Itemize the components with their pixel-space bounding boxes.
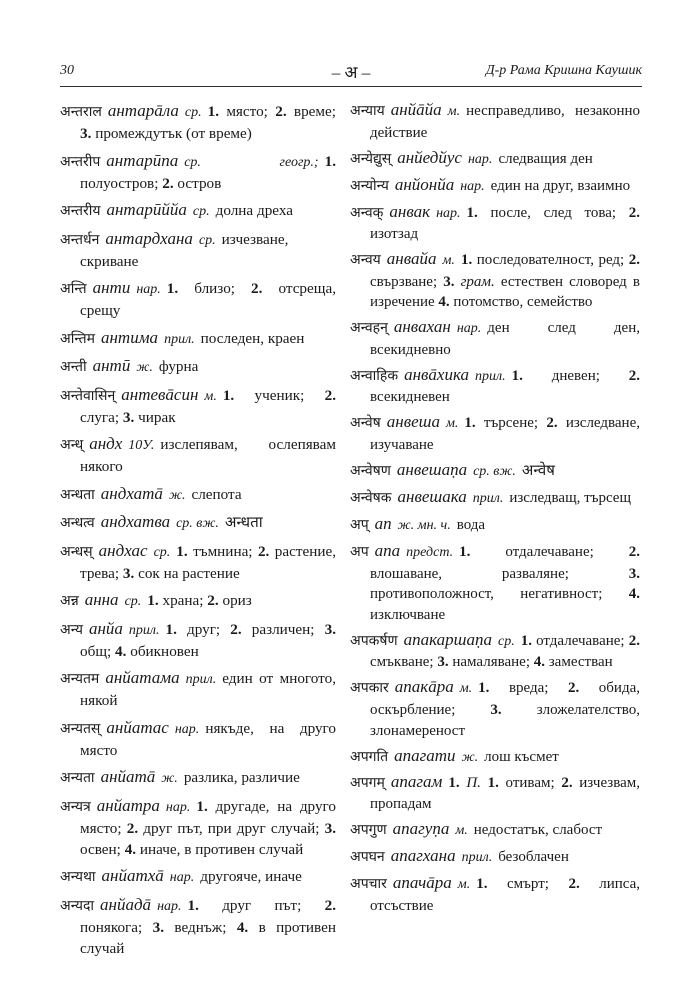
entry-transliteration: анна [84,590,119,610]
entry-headword: अपकार [350,680,389,697]
entry-headword: अन्तिम [60,330,95,347]
entry-headword: अन्ति [60,281,87,298]
entry-transliteration: анвахан [393,317,451,337]
entry-definition: 1. отдалечаване; 2. влошаване, разваляне; 3. противоположност, негативност; 4. изключване [370,543,640,623]
entry-grammar: нар. [169,870,195,886]
entry-grammar: ср. [124,594,142,610]
entry-definition: слепота [191,485,242,503]
entry-grammar: м. [459,681,473,697]
entry-definition: अन्धता [224,514,263,532]
entry-headword: अन्वाहिक [350,367,399,384]
entry-definition: 1. друг; 2. различен; 3. общ; 4. обикновен [80,620,336,660]
entry-transliteration: анйа [88,618,123,638]
entry-transliteration: апагхана [390,846,456,866]
entry-transliteration: анйатас [106,717,169,737]
entry-definition: 1. смърт; 2. липса, отсъствие [370,876,640,914]
entry-transliteration: антӣ [92,356,131,376]
entry-grammar: м. [445,416,459,432]
entry-definition: лош късмет [484,748,559,765]
entry-grammar: 10У. [128,438,155,454]
right-column [350,100,640,921]
entry-transliteration: анйатра [96,795,160,815]
entry-headword: अन्तराल [60,104,102,120]
entry-grammar: прил. [461,850,493,866]
entry-headword: अन्ती [60,359,87,376]
entry-definition: изслепявам, ослепявам някого [80,436,336,476]
entry-headword: अन्वेषक [350,490,392,507]
dictionary-entry [60,865,336,888]
dictionary-entry [350,249,640,313]
dictionary-entry [350,846,640,869]
dictionary-entry [60,384,336,428]
entry-grammar: ср. [192,204,210,220]
entry-definition: 1. после, след това; 2. изотзад [370,204,640,243]
entry-headword: अन्वेष [350,415,381,432]
entry-grammar: ж. [136,360,153,376]
dictionary-entry [60,228,336,272]
entry-transliteration: апагати [394,745,456,765]
entry-transliteration: апагуṇа [392,819,450,839]
entry-grammar: нар. [174,721,200,737]
entry-definition: 1. тъмнина; 2. растение, трева; 3. сок на растение [80,542,337,582]
dictionary-entry [60,150,336,194]
entry-definition: несправедливо, незаконно действие [370,103,640,141]
entry-transliteration: антевāсин [121,384,199,404]
entry-headword: अन्वय [350,252,381,269]
entry-grammar: ср. [498,633,515,649]
entry-transliteration: андхатā [100,483,163,503]
entry-grammar: предст. [406,544,454,560]
entry-transliteration: ап [374,514,392,533]
entry-grammar: ж. [461,749,479,765]
entry-transliteration: анйатā [100,767,156,787]
dictionary-entry [60,717,336,761]
entry-grammar: ср. вж. [176,516,219,532]
entry-grammar: м. [204,388,217,404]
entry-headword: अन्यता [60,770,95,787]
entry-headword: अन्वहन् [350,320,388,337]
entry-headword: अप [350,543,369,560]
dictionary-entry [60,327,336,350]
entry-headword: अन्तर्धन [60,231,100,248]
entry-transliteration: антима [101,327,159,347]
dictionary-entry [60,894,336,960]
entry-grammar: прил. [185,672,217,688]
entry-definition: अन्वेष [521,463,555,480]
dictionary-entry [60,540,336,584]
entry-grammar: ж. [168,487,186,503]
entry-grammar: м. [447,104,461,119]
entry-headword: अपगुण [350,822,387,839]
dictionary-entry [350,772,640,814]
dictionary-entry [60,433,336,477]
dictionary-entry [60,667,336,711]
entry-headword: अन्योन्य [350,177,389,194]
page-header [60,60,642,87]
entry-transliteration: анвак [389,201,431,221]
entry-definition: 1. другаде, на друго място; 2. друг път, при друг случай; 3. освен; 4. иначе, в противен случай [80,797,336,859]
entry-transliteration: анвешаṇа [396,460,468,480]
entry-grammar: ср. [198,232,216,248]
page-number: 30 [60,63,74,78]
dictionary-entry [350,541,640,625]
dictionary-entry [350,746,640,769]
entry-transliteration: анйатама [105,668,180,688]
entry-grammar: ж. [161,771,178,787]
entry-headword: अप् [350,517,369,533]
entry-definition: един на друг, взаимно [490,177,631,194]
dictionary-entry [350,175,640,198]
entry-definition: безоблачен [498,849,569,866]
entry-transliteration: андхатва [100,512,171,532]
entry-headword: अन्ध् [60,437,84,454]
entry-transliteration: анти [92,278,131,298]
entry-definition: 1. търсене; 2. изследване, изучаване [370,415,640,454]
dictionary-entry [350,677,640,741]
entry-grammar: нар. [436,205,461,221]
entry-definition: един от многото, някой [80,670,336,710]
entry-definition: 1. отдалечаване; 2. смъкване; 3. намаляване; 4. заместван [370,632,640,671]
entry-grammar: нар. [136,282,161,298]
entry-headword: अन्न [60,593,79,610]
entry-transliteration: анвайа [386,249,437,269]
entry-headword: अपचार [350,876,387,893]
entry-headword: अन्येद्युस् [350,150,392,167]
entry-transliteration: антарӣййа [106,200,187,220]
entry-grammar: нар. [467,151,493,167]
entry-definition: 1. П. 1. отивам; 2. изчезвам, пропадам [370,775,641,813]
entry-headword: अन्यतस् [60,720,101,737]
entry-definition: последен, краен [200,329,305,347]
dictionary-entry [60,766,336,789]
entry-definition: 1. храна; 2. ориз [147,592,252,610]
entry-grammar: прил. [128,622,160,638]
entry-grammar: нар. [165,799,191,815]
entry-definition: някъде, на друго място [80,719,336,759]
dictionary-entry [350,202,640,245]
entry-transliteration: апакāра [394,677,454,697]
entry-headword: अन्धस् [60,543,93,560]
entry-grammar: м. [442,253,455,269]
dictionary-entry [350,819,640,842]
entry-transliteration: апакаршаṇа [403,629,492,649]
entry-grammar: ср. геогр.; [184,154,319,170]
dictionary-entry [350,514,640,537]
dictionary-entry [60,589,336,612]
entry-headword: अन्तेवासिन् [60,387,116,404]
dictionary-entry [350,317,640,360]
entry-headword: अपगति [350,748,389,765]
entry-grammar: ср. вж. [473,464,516,480]
entry-transliteration: анйатхā [101,866,164,886]
entry-transliteration: андх [89,434,123,454]
entry-grammar: ж. мн. ч. [397,518,451,533]
entry-transliteration: антарāла [107,101,179,120]
entry-transliteration: апачāра [392,873,452,893]
entry-transliteration: анйāйа [390,100,442,119]
dictionary-entry [350,100,640,143]
entry-definition: разлика, различие [183,769,300,787]
dictionary-entry [350,412,640,455]
entry-grammar: м. [457,877,471,893]
entry-transliteration: анвешака [397,487,467,507]
dictionary-entry [350,148,640,171]
entry-headword: अपगम् [350,775,385,792]
dictionary-entry [350,630,640,673]
entry-grammar: прил. [472,491,504,507]
dictionary-entry [350,487,640,510]
entry-headword: अन्तरीय [60,203,101,220]
entry-transliteration: апа [374,540,401,560]
entry-headword: अन्धता [60,486,95,503]
entry-definition: 1. място; 2. време; 3. промеждутък (от време) [80,103,336,143]
entry-headword: अन्धत्व [60,515,95,532]
entry-definition: недостатък, слабост [473,822,603,839]
entry-transliteration: анвāхика [404,364,469,384]
entry-grammar: ср. [184,105,202,120]
left-column [60,100,336,965]
dictionary-entry [350,365,640,408]
entry-definition: 1. ученик; 2. слуга; 3. чирак [80,386,336,426]
dictionary-entry [350,873,640,916]
entry-definition: 1. друг път; 2. понякога; 3. веднъж; 4. в противен случай [80,896,336,958]
entry-grammar: нар. [157,898,182,914]
dictionary-entry [60,483,336,506]
entry-transliteration: антарӣпа [106,150,179,170]
entry-definition: 1. близо; 2. отсреща, срещу [80,280,336,320]
entry-transliteration: анвеша [386,412,440,432]
entry-grammar: прил. [475,368,506,384]
entry-headword: अन्वक् [350,204,384,221]
entry-definition: 1. последователност, ред; 2. свързване; 3. грам. естествен словоред в изречение 4. потомство, семейство [370,252,640,311]
entry-headword: अन्य [60,621,83,638]
entry-transliteration: апагам [390,772,443,792]
dictionary-entry [60,618,336,662]
dictionary-entry [60,795,336,861]
author-name: Д-р Рама Кришна Каушик [485,63,642,78]
entry-headword: अन्याय [350,103,385,119]
dictionary-entry [60,511,336,534]
dictionary-entry [60,100,336,144]
entry-definition: изчезване, скриване [80,230,289,270]
entry-headword: अन्तरीप [60,153,101,170]
entry-grammar: м. [455,823,468,839]
entry-headword: अन्यदा [60,897,95,914]
dictionary-entry [350,460,640,483]
entry-headword: अन्यथा [60,869,96,886]
entry-definition: вода [456,517,486,533]
entry-headword: अपकर्षण [350,632,398,649]
entry-definition: изследващ, търсещ [509,490,631,507]
entry-transliteration: антардхана [105,228,193,248]
entry-transliteration: андхас [98,540,148,560]
dictionary-entry [60,199,336,222]
entry-definition: другояче, иначе [200,868,302,886]
entry-headword: अन्यतम [60,671,100,688]
entry-headword: अन्यत्र [60,798,91,815]
entry-definition: ден след ден, всекидневно [370,320,640,358]
dictionary-entry [60,277,336,321]
entry-definition: следващия ден [498,150,593,167]
entry-headword: अपघन [350,849,385,866]
entry-transliteration: анйедйус [397,147,462,167]
entry-transliteration: анйадā [100,894,152,914]
section-letter: – अ – [331,63,371,82]
entry-grammar: нар. [460,178,485,194]
entry-transliteration: анйонйа [394,174,455,194]
entry-definition: 1. дневен; 2. всекидневен [370,367,640,406]
entry-definition: 1. полуостров; 2. остров [80,152,336,192]
entry-definition: фурна [158,358,199,376]
entry-grammar: нар. [456,321,482,337]
entry-grammar: ср. [153,544,171,560]
entry-grammar: прил. [164,331,195,347]
entry-definition: долна дреха [215,202,293,220]
dictionary-entry [60,355,336,378]
entry-definition: 1. вреда; 2. обида, оскърбление; 3. зложелателство, злонамереност [370,680,640,739]
entry-headword: अन्वेषण [350,463,391,480]
